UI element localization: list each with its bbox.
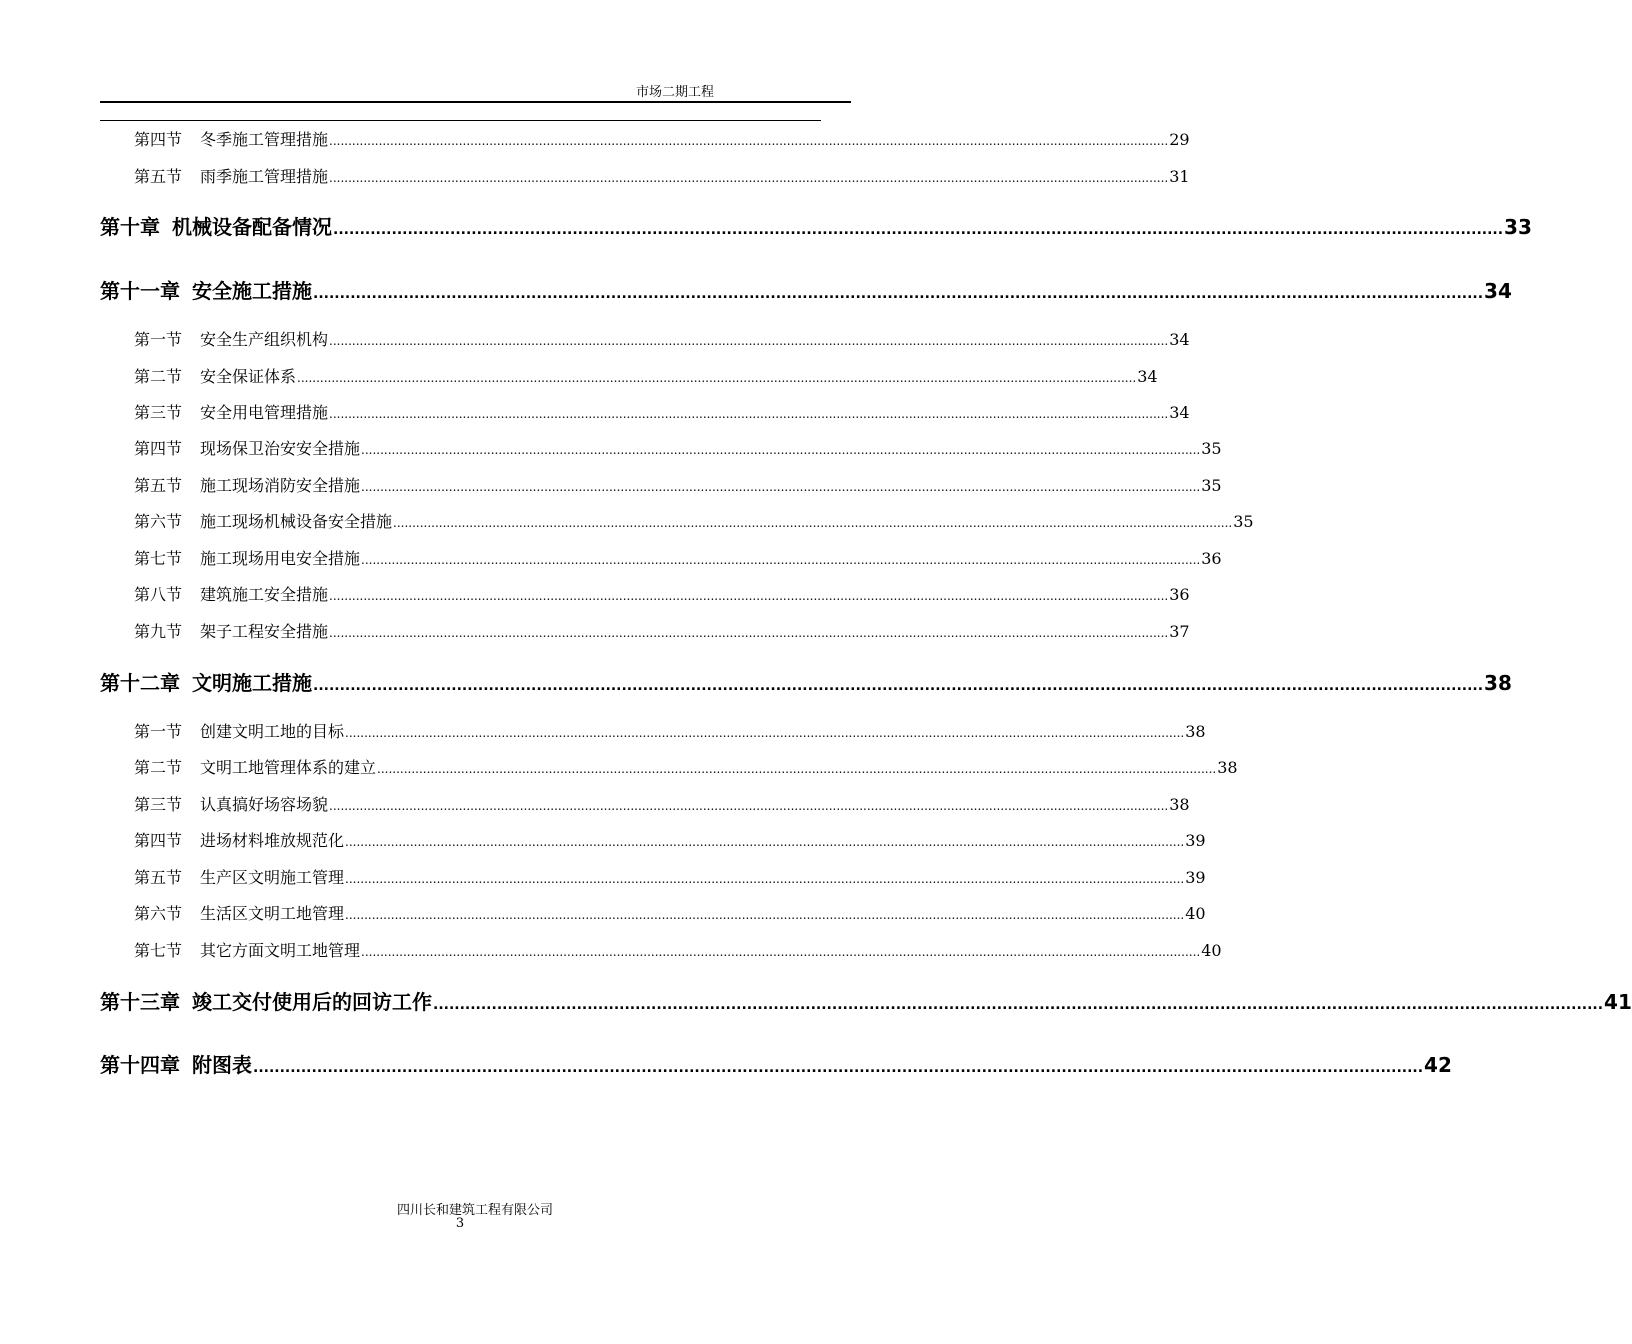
toc-entry-title: 雨季施工管理措施	[200, 167, 329, 186]
toc-entry-page-number: 38	[1217, 758, 1238, 777]
toc-entry-page-number: 39	[1185, 831, 1206, 850]
header-project-title: 市场二期工程	[636, 85, 715, 100]
header-rule	[100, 101, 851, 103]
toc-entry-number: 第七节	[134, 549, 183, 568]
toc-entry-page-number: 39	[1185, 868, 1206, 887]
toc-dot-leader: ............................................................................................................................................................................................................................	[329, 334, 1169, 348]
toc-entry-number: 第一节	[134, 330, 183, 349]
toc-dot-leader: ............................................................................................................................................................................................................................	[297, 371, 1137, 385]
toc-entry-title: 建筑施工安全措施	[200, 585, 329, 604]
toc-dot-leader: ............................................................................................................................................................................................................................	[377, 762, 1217, 776]
toc-entry-page-number: 34	[1484, 279, 1512, 303]
toc-chapter-entry[interactable]	[100, 275, 1512, 303]
toc-entry-title: 文明施工措施	[192, 671, 312, 695]
toc-entry-number: 第四节	[134, 130, 183, 149]
toc-entry-number: 第四节	[134, 831, 183, 850]
toc-entry-page-number: 38	[1484, 671, 1512, 695]
toc-chapter-entry[interactable]	[100, 211, 1532, 239]
toc-section-entry[interactable]	[134, 901, 1206, 923]
toc-entry-title: 安全施工措施	[192, 279, 312, 303]
toc-dot-leader: ............................................................................................................................................................................................................................	[329, 799, 1169, 813]
toc-dot-leader: ............................................................................................................................................................................................................................	[361, 480, 1201, 494]
toc-entry-title: 安全保证体系	[200, 367, 297, 386]
toc-entry-title: 机械设备配备情况	[172, 215, 332, 239]
toc-entry-number: 第二节	[134, 758, 183, 777]
toc-entry-page-number: 42	[1424, 1053, 1452, 1077]
toc-entry-page-number: 38	[1185, 722, 1206, 741]
toc-entry-number: 第十一章	[100, 279, 180, 303]
toc-entry-number: 第一节	[134, 722, 183, 741]
toc-dot-leader: ............................................................................................................................................................................................................................	[329, 171, 1169, 185]
toc-entry-number: 第五节	[134, 868, 183, 887]
toc-entry-title: 安全生产组织机构	[200, 330, 329, 349]
toc-entry-page-number: 34	[1137, 367, 1158, 386]
toc-dot-leader: ............................................................................................................................................................................................................................	[329, 407, 1169, 421]
toc-chapter-entry[interactable]	[100, 667, 1512, 695]
toc-entry-page-number: 34	[1169, 330, 1190, 349]
toc-entry-number: 第十四章	[100, 1053, 180, 1077]
toc-entry-title: 生产区文明施工管理	[200, 868, 345, 887]
toc-dot-leader: ............................................................................................................................................................................................................................	[329, 626, 1169, 640]
toc-dot-leader: ............................................................................................................................................................................................................................	[329, 134, 1169, 148]
toc-entry-page-number: 40	[1185, 904, 1206, 923]
toc-section-entry[interactable]	[134, 546, 1222, 568]
toc-dot-leader: ............................................................................................................................................................................................................................	[361, 945, 1201, 959]
toc-entry-title: 施工现场消防安全措施	[200, 476, 361, 495]
toc-entry-number: 第四节	[134, 439, 183, 458]
toc-entry-number: 第三节	[134, 795, 183, 814]
toc-section-entry[interactable]	[134, 828, 1206, 850]
toc-entry-page-number: 40	[1201, 941, 1222, 960]
toc-dot-leader: ............................................................................................................................................................................................................................	[345, 726, 1185, 740]
toc-entry-title: 现场保卫治安安全措施	[200, 439, 361, 458]
toc-entry-page-number: 34	[1169, 403, 1190, 422]
toc-entry-title: 创建文明工地的目标	[200, 722, 345, 741]
toc-dot-leader: ............................................................................................................................................................................................................................	[253, 1060, 1424, 1076]
toc-entry-number: 第九节	[134, 622, 183, 641]
toc-entry-title: 施工现场用电安全措施	[200, 549, 361, 568]
toc-section-entry[interactable]	[134, 619, 1190, 641]
toc-dot-leader: ............................................................................................................................................................................................................................	[361, 443, 1201, 457]
toc-entry-title: 认真搞好场容场貌	[200, 795, 329, 814]
toc-section-entry[interactable]	[134, 127, 1190, 149]
toc-dot-leader: ............................................................................................................................................................................................................................	[329, 589, 1169, 603]
toc-entry-title: 文明工地管理体系的建立	[200, 758, 377, 777]
toc-dot-leader: ............................................................................................................................................................................................................................	[333, 222, 1504, 238]
toc-entry-number: 第六节	[134, 904, 183, 923]
toc-section-entry[interactable]	[134, 436, 1222, 458]
toc-entry-page-number: 35	[1201, 476, 1222, 495]
toc-entry-title: 进场材料堆放规范化	[200, 831, 345, 850]
toc-dot-leader: ............................................................................................................................................................................................................................	[345, 872, 1185, 886]
toc-entry-number: 第八节	[134, 585, 183, 604]
toc-entry-page-number: 41	[1604, 990, 1632, 1014]
toc-section-entry[interactable]	[134, 473, 1222, 495]
header-rule-secondary	[100, 120, 821, 121]
toc-entry-title: 冬季施工管理措施	[200, 130, 329, 149]
footer-page-number: 3	[455, 1216, 465, 1231]
footer-company-name: 四川长和建筑工程有限公司	[396, 1203, 553, 1218]
toc-section-entry[interactable]	[134, 792, 1190, 814]
toc-entry-title: 施工现场机械设备安全措施	[200, 512, 393, 531]
toc-section-entry[interactable]	[134, 582, 1190, 604]
toc-section-entry[interactable]	[134, 164, 1190, 186]
toc-entry-number: 第十二章	[100, 671, 180, 695]
toc-dot-leader: ............................................................................................................................................................................................................................	[393, 516, 1233, 530]
toc-entry-title: 附图表	[192, 1053, 252, 1077]
toc-section-entry[interactable]	[134, 719, 1206, 741]
toc-section-entry[interactable]	[134, 400, 1190, 422]
toc-section-entry[interactable]	[134, 938, 1222, 960]
toc-entry-number: 第二节	[134, 367, 183, 386]
toc-entry-title: 生活区文明工地管理	[200, 904, 345, 923]
toc-entry-page-number: 33	[1504, 215, 1532, 239]
toc-dot-leader: ............................................................................................................................................................................................................................	[313, 286, 1484, 302]
toc-section-entry[interactable]	[134, 327, 1190, 349]
toc-section-entry[interactable]	[134, 755, 1238, 777]
toc-dot-leader: ............................................................................................................................................................................................................................	[313, 678, 1484, 694]
toc-entry-number: 第五节	[134, 167, 183, 186]
toc-dot-leader: ............................................................................................................................................................................................................................	[361, 553, 1201, 567]
toc-entry-page-number: 35	[1233, 512, 1254, 531]
toc-entry-title: 竣工交付使用后的回访工作	[192, 990, 432, 1014]
toc-dot-leader: ............................................................................................................................................................................................................................	[345, 835, 1185, 849]
toc-section-entry[interactable]	[134, 509, 1254, 531]
toc-entry-number: 第七节	[134, 941, 183, 960]
toc-entry-title: 安全用电管理措施	[200, 403, 329, 422]
toc-entry-page-number: 31	[1169, 167, 1190, 186]
toc-entry-title: 架子工程安全措施	[200, 622, 329, 641]
toc-entry-page-number: 36	[1169, 585, 1190, 604]
toc-entry-number: 第三节	[134, 403, 183, 422]
toc-entry-page-number: 38	[1169, 795, 1190, 814]
toc-entry-number: 第五节	[134, 476, 183, 495]
toc-entry-number: 第十三章	[100, 990, 180, 1014]
toc-entry-title: 其它方面文明工地管理	[200, 941, 361, 960]
toc-entry-page-number: 37	[1169, 622, 1190, 641]
toc-dot-leader: ............................................................................................................................................................................................................................	[433, 997, 1604, 1013]
toc-chapter-entry[interactable]	[100, 1049, 1452, 1077]
toc-entry-page-number: 36	[1201, 549, 1222, 568]
toc-entry-page-number: 29	[1169, 130, 1190, 149]
toc-entry-number: 第十章	[100, 215, 160, 239]
toc-chapter-entry[interactable]	[100, 986, 1632, 1014]
toc-entry-number: 第六节	[134, 512, 183, 531]
toc-section-entry[interactable]	[134, 364, 1158, 386]
toc-dot-leader: ............................................................................................................................................................................................................................	[345, 908, 1185, 922]
toc-entry-page-number: 35	[1201, 439, 1222, 458]
toc-section-entry[interactable]	[134, 865, 1206, 887]
